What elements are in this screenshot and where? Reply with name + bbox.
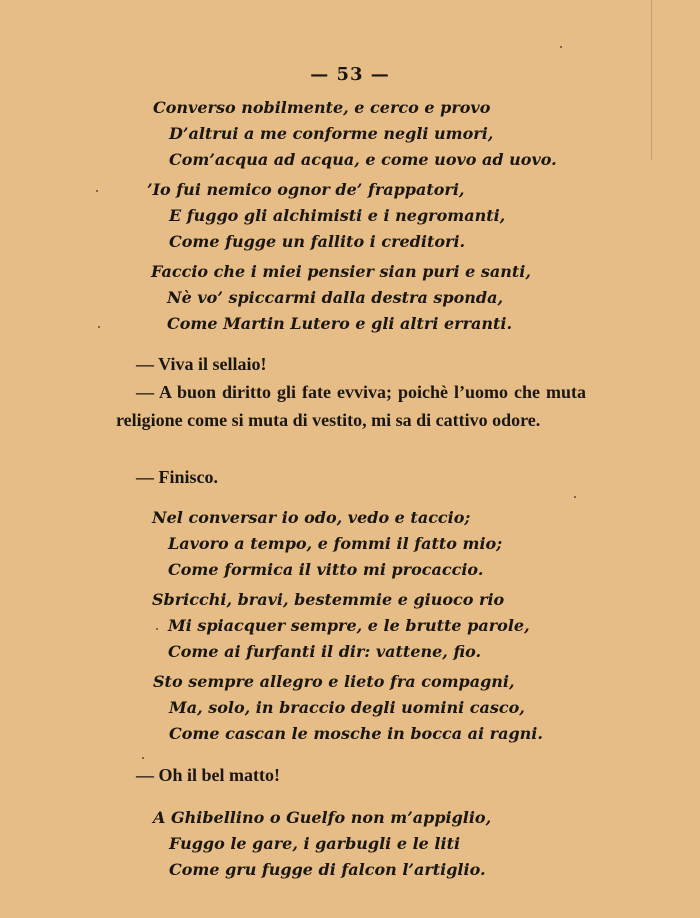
print-speck [574,496,576,498]
verse-line: Come gru fugge di falcon l’artiglio. [169,860,486,879]
stanza-7 [153,805,491,883]
verse-line: A Ghibellino o Guelfo non m’appiglio, [153,808,492,827]
verse-line: Sbricchi, bravi, bestemmie e giuoco rio [152,590,505,609]
verse-line: Com’acqua ad acqua, e come uovo ad uovo. [169,150,557,169]
stanza-5 [152,587,530,665]
verse-line: Converso nobilmente, e cerco e provo [153,98,491,117]
stanza-3 [151,259,531,337]
verse-line: Come Martin Lutero e gli altri erranti. [167,314,513,333]
stanza-2 [147,177,505,255]
verse-line: Come fugge un fallito i creditori. [169,232,466,251]
dialogue-reply: — A buon diritto gli fate evviva; poichè l’uomo che muta religione come si muta di vestito, mi sa di cattivo odore. [116,382,586,430]
verse-line: Mi spiacquer sempre, e le brutte parole, [168,616,530,635]
verse-line: Lavoro a tempo, e fommi il fatto mio; [168,534,503,553]
dialogue-viva: — Viva il sellaio! [136,354,267,374]
print-speck [560,46,562,48]
stanza-1 [153,95,557,173]
verse-line: E fuggo gli alchimisti e i negromanti, [169,206,506,225]
stanza-4 [152,505,502,583]
print-speck [156,628,158,630]
print-speck [142,757,144,759]
page-number: — 53 — [310,64,390,85]
print-speck [98,326,100,328]
verse-line: Nel conversar io odo, vedo e taccio; [152,508,471,527]
verse-line: Come formica il vitto mi procaccio. [168,560,484,579]
verse-line: Sto sempre allegro e lieto fra compagni, [153,672,515,691]
verse-line: ’Io fui nemico ognor de’ frappatori, [147,180,465,199]
verse-line: Faccio che i miei pensier sian puri e santi, [151,262,531,281]
stanza-6 [153,669,543,747]
verse-line: Nè vo’ spiccarmi dalla destra sponda, [167,288,504,307]
verse-line: Fuggo le gare, i garbugli e le liti [169,834,461,853]
verse-line: D’altrui a me conforme negli umori, [169,124,494,143]
dialogue-matto: — Oh il bel matto! [136,765,280,785]
verse-line: Ma, solo, in braccio degli uomini casco, [169,698,525,717]
verse-line: Come ai furfanti il dir: vattene, fio. [168,642,482,661]
dialogue-finisco: — Finisco. [136,467,219,487]
verse-line: Come cascan le mosche in bocca ai ragni. [169,724,543,743]
print-speck [96,190,98,192]
